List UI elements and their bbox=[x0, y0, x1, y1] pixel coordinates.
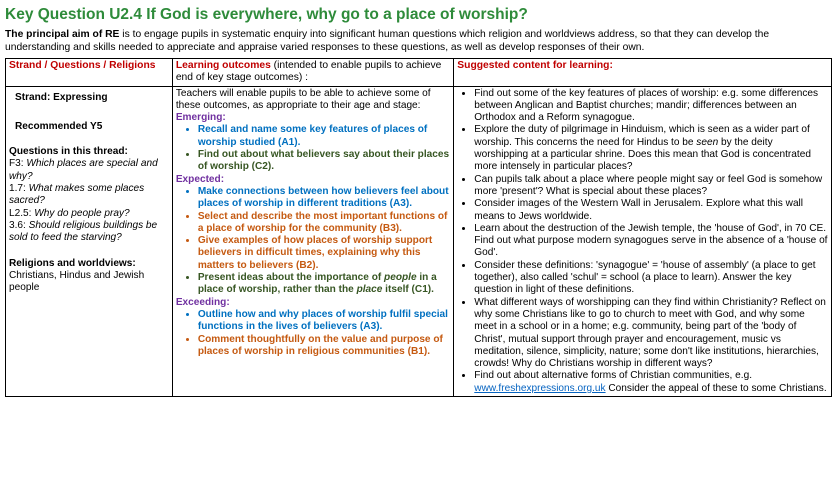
question-code: 3.6: bbox=[9, 219, 29, 231]
list-item bbox=[198, 272, 450, 297]
strand-cell bbox=[6, 86, 173, 396]
list-item: • Make connections between how believers feel about places of worship in different traditions (A3). bbox=[198, 186, 450, 211]
list-item: • Recall and name some key features of places of worship studied (A1). bbox=[198, 124, 450, 149]
question-text: Which places are special and why? bbox=[9, 158, 158, 182]
list-item: • Learn about the destruction of the Jewish temple, the 'house of God', in 70 CE. Find out what purpose modern synagogues serve in the absence of a 'house of God'. bbox=[474, 223, 828, 260]
question-code: F3: bbox=[9, 158, 27, 170]
outcomes-cell bbox=[172, 86, 453, 396]
list-item: • Consider images of the Western Wall in Jerusalem. Explore what this wall means to Jews worldwide. bbox=[474, 198, 828, 223]
text-fragment: Present ideas about the importance of bbox=[197, 272, 385, 284]
questions-heading: Questions in this thread: bbox=[9, 146, 128, 158]
suggested-list bbox=[457, 88, 828, 395]
list-item: • Find out some of the key features of places of worship: e.g. some differences between Anglican and Baptist churches; mandir; differences between an Orthodox and a Reform synagogue. bbox=[474, 88, 828, 125]
outcomes-intro: Teachers will enable pupils to be able to achieve some of these outcomes, as appropriate to their age and stage: bbox=[175, 87, 431, 111]
text-fragment: place bbox=[356, 284, 383, 296]
list-item: • What different ways of worshipping can they find within Christianity? Reflect on why some Christians like to go to church to meet with God, and why some meet in a school or in a home; e.g. community, being part of the 'body of Christ', mutual support through prayer and encouragement, music vs meditation, silence, simplicity, nature; some don't like institutions, hierarchies, crowds! Why do Christians worship in different ways? bbox=[474, 297, 828, 371]
emerging-label: Emerging: bbox=[175, 112, 226, 124]
question-text: What makes some places sacred? bbox=[9, 183, 145, 207]
header-outcomes bbox=[172, 59, 453, 87]
list-item: • Consider these definitions: 'synagogue' = 'house of assembly' (a place to get together), also called 'schul' = school (a place to learn). Answer the key question in light of these definitions. bbox=[474, 260, 828, 297]
freshexpressions-link[interactable]: www.freshexpressions.org.uk bbox=[474, 382, 606, 394]
text-fragment: Explore the duty of pilgrimage in Hinduism, which is seen as a wider part of worship. This concerns the need for Hindus to be bbox=[474, 124, 810, 148]
text-fragment: people bbox=[384, 272, 417, 284]
intro-text: is to engage pupils in systematic enquiry into significant human questions which religion and worldviews address, so that they can develop the understanding and skills needed to appreciate and appraise varied responses to these questions, as well as develop responses of their own. bbox=[5, 29, 770, 53]
page-title: Key Question U2.4 If God is everywhere, why go to a place of worship? bbox=[5, 6, 528, 23]
list-item: • Give examples of how places of worship support believers in difficult times, explaining why this matters to believers (B2). bbox=[198, 235, 450, 272]
question-item bbox=[9, 158, 169, 183]
recommended-year: Recommended Y5 bbox=[15, 120, 103, 132]
list-item bbox=[474, 124, 828, 173]
question-text: Should religious buildings be sold to feed the starving? bbox=[9, 219, 158, 244]
question-text: Why do people pray? bbox=[34, 207, 130, 219]
header-outcomes-note: (intended to enable pupils to achieve end of key stage outcomes) : bbox=[175, 60, 442, 84]
religions-text: Christians, Hindus and Jewish people bbox=[9, 269, 145, 294]
text-fragment: Find out about alternative forms of Christian communities, e.g. bbox=[474, 370, 753, 382]
list-item: • Can pupils talk about a place where people might say or feel God is somehow more 'present'? What is special about these places? bbox=[474, 174, 828, 199]
intro-bold-lead: The principal aim of RE bbox=[5, 29, 120, 40]
question-item bbox=[9, 220, 169, 245]
list-item bbox=[474, 370, 828, 395]
table-header-row bbox=[6, 59, 832, 87]
header-outcomes-label: Learning outcomes bbox=[175, 60, 271, 71]
religions-heading: Religions and worldviews: bbox=[9, 257, 136, 269]
list-item: • Comment thoughtfully on the value and purpose of places of worship in religious communities (B1). bbox=[198, 334, 450, 359]
question-code: 1.7: bbox=[9, 183, 29, 195]
emerging-list bbox=[176, 124, 450, 173]
list-item: • Select and describe the most important functions of a place of worship for the community (B3). bbox=[198, 211, 450, 236]
header-strand: Strand / Questions / Religions bbox=[6, 59, 173, 87]
text-fragment: seen bbox=[696, 136, 719, 148]
list-item: • Find out about what believers say about their places of worship (C2). bbox=[198, 149, 450, 174]
expected-list bbox=[176, 186, 450, 297]
text-fragment: itself (C1). bbox=[382, 284, 434, 296]
question-code: L2.5: bbox=[9, 207, 35, 219]
strand-line: Strand: Expressing bbox=[15, 91, 108, 103]
suggested-cell bbox=[454, 86, 832, 396]
expected-label: Expected: bbox=[175, 173, 225, 185]
header-suggested: Suggested content for learning: bbox=[454, 59, 832, 87]
exceeding-label: Exceeding: bbox=[175, 296, 230, 308]
exceeding-list bbox=[176, 309, 450, 358]
intro-paragraph bbox=[5, 28, 833, 54]
question-item bbox=[9, 208, 169, 220]
table-body-row bbox=[6, 86, 832, 396]
list-item: • Outline how and why places of worship fulfil special functions in the lives of believers (A3). bbox=[198, 309, 450, 334]
content-table bbox=[5, 58, 832, 397]
question-item bbox=[9, 183, 169, 208]
text-fragment: by the deity worshipping at a particular shrine. Does this mean that God is concentrated more intensely in particular places? bbox=[474, 136, 811, 173]
text-fragment: Consider the appeal of these to some Christians. bbox=[605, 382, 827, 394]
text-fragment: in a place of worship, rather than the bbox=[197, 272, 437, 296]
